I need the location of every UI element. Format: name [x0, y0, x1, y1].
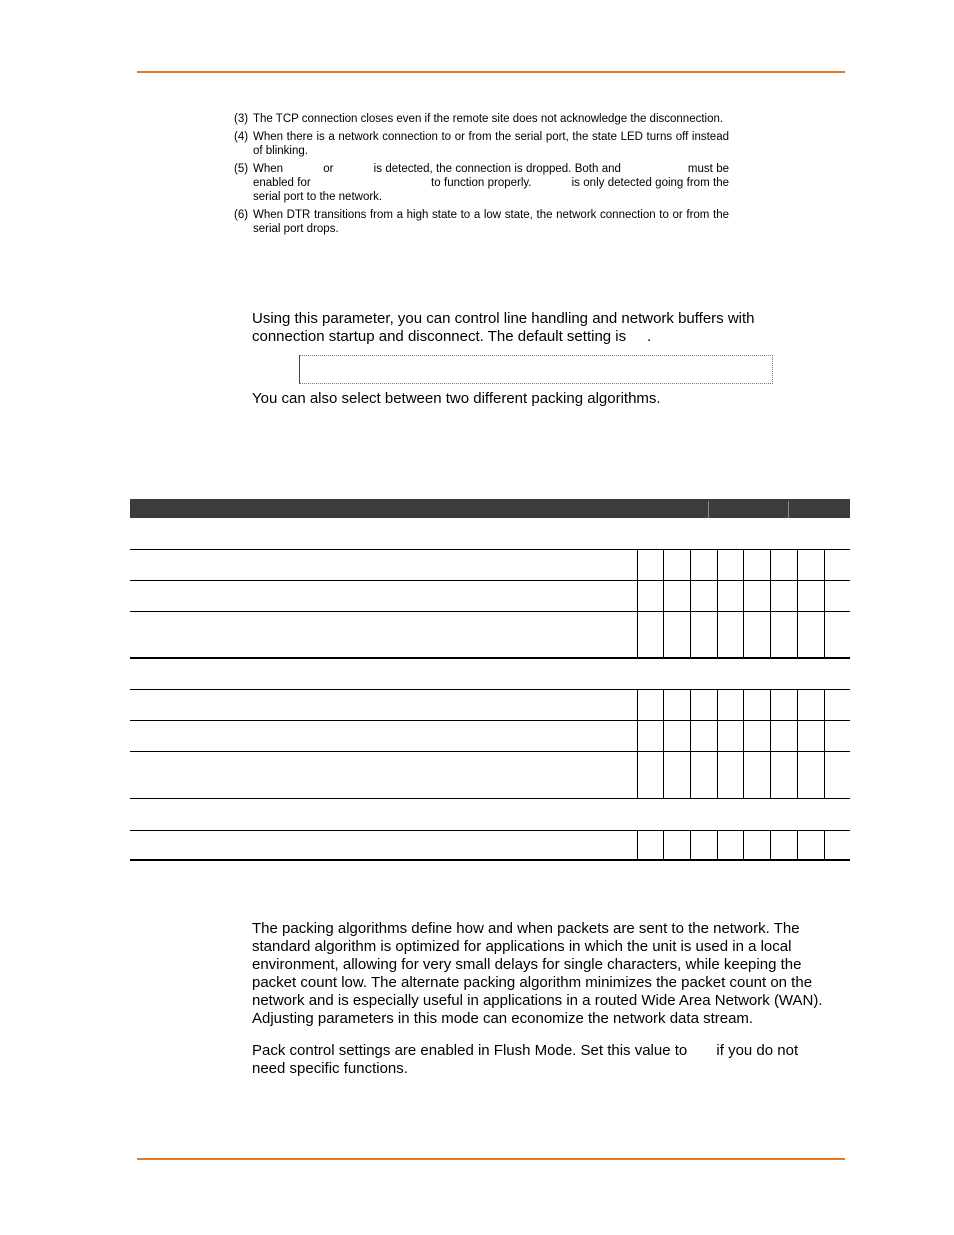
table-row-line [130, 611, 850, 612]
footnote-number: (4) [234, 131, 249, 143]
footnote-number: (3) [234, 113, 249, 125]
table-row-line [130, 580, 850, 581]
cell-divider [824, 830, 825, 860]
cell-divider [797, 549, 798, 658]
cell-divider [663, 549, 664, 658]
table-row-line [130, 751, 850, 752]
cell-divider [743, 689, 744, 799]
table-bottom-line [130, 859, 850, 861]
header-rule [137, 71, 845, 73]
footnote-number: (6) [234, 209, 249, 221]
cell-divider [637, 689, 638, 799]
footnotes [234, 112, 733, 240]
footer-rule [137, 1158, 845, 1160]
cell-divider [690, 689, 691, 799]
cell-divider [717, 689, 718, 799]
footnote-text: When there is a network connection to or from the serial port, the state LED turns off instead of blinking. [253, 131, 729, 157]
table-group-line [130, 798, 850, 799]
table-row-line [130, 830, 850, 831]
intro-paragraph: Using this parameter, you can control line handling and network buffers with connection startup and disconnect. The default setting is . [252, 310, 759, 345]
cell-divider [824, 689, 825, 799]
cell-divider [797, 689, 798, 799]
cell-divider [743, 549, 744, 658]
table-group-line [130, 657, 850, 659]
cell-divider [824, 549, 825, 658]
cell-divider [637, 549, 638, 658]
cell-divider [690, 830, 691, 860]
cell-divider [690, 549, 691, 658]
pack-control-paragraph: Pack control settings are enabled in Flush Mode. Set this value to if you do not need specific functions. [252, 1042, 803, 1077]
header-divider [788, 501, 789, 518]
footnote-text: When or is detected, the connection is dropped. Both and must be enabled for to function properly. is only detected going from the serial port to the network. [253, 163, 733, 203]
footnote-number: (5) [234, 163, 249, 175]
cell-divider [663, 689, 664, 799]
cell-divider [770, 549, 771, 658]
footnote-4 [234, 130, 729, 158]
cell-divider [797, 830, 798, 860]
cell-divider [663, 830, 664, 860]
cell-divider [717, 549, 718, 658]
footnote-text: When DTR transitions from a high state to a low state, the network connection to or from the serial port drops. [253, 209, 729, 235]
setting-box [299, 355, 773, 384]
cell-divider [717, 830, 718, 860]
packing-algorithms-paragraph: The packing algorithms define how and when packets are sent to the network. The standard algorithm is optimized for applications in which the unit is used in a local environment, allowing for very small delays for single characters, while keeping the packet count low. The alternate packing algorithm minimizes the packet count on the network and is especially useful in applications in a routed Wide Area Network (WAN). Adjusting parameters in this mode can economize the network data stream. [252, 920, 823, 1027]
table-row-line [130, 549, 850, 550]
packing-choice-paragraph: You can also select between two different packing algorithms. [252, 390, 661, 407]
footnote-6 [234, 208, 729, 236]
footnote-3 [234, 112, 729, 126]
cell-divider [770, 689, 771, 799]
footnote-text: The TCP connection closes even if the remote site does not acknowledge the disconnection. [253, 113, 724, 125]
cell-divider [637, 830, 638, 860]
header-divider [708, 501, 709, 518]
table-row-line [130, 689, 850, 690]
footnote-5 [234, 162, 733, 204]
table-header [130, 499, 850, 518]
cell-divider [770, 830, 771, 860]
cell-divider [743, 830, 744, 860]
table-row-line [130, 720, 850, 721]
